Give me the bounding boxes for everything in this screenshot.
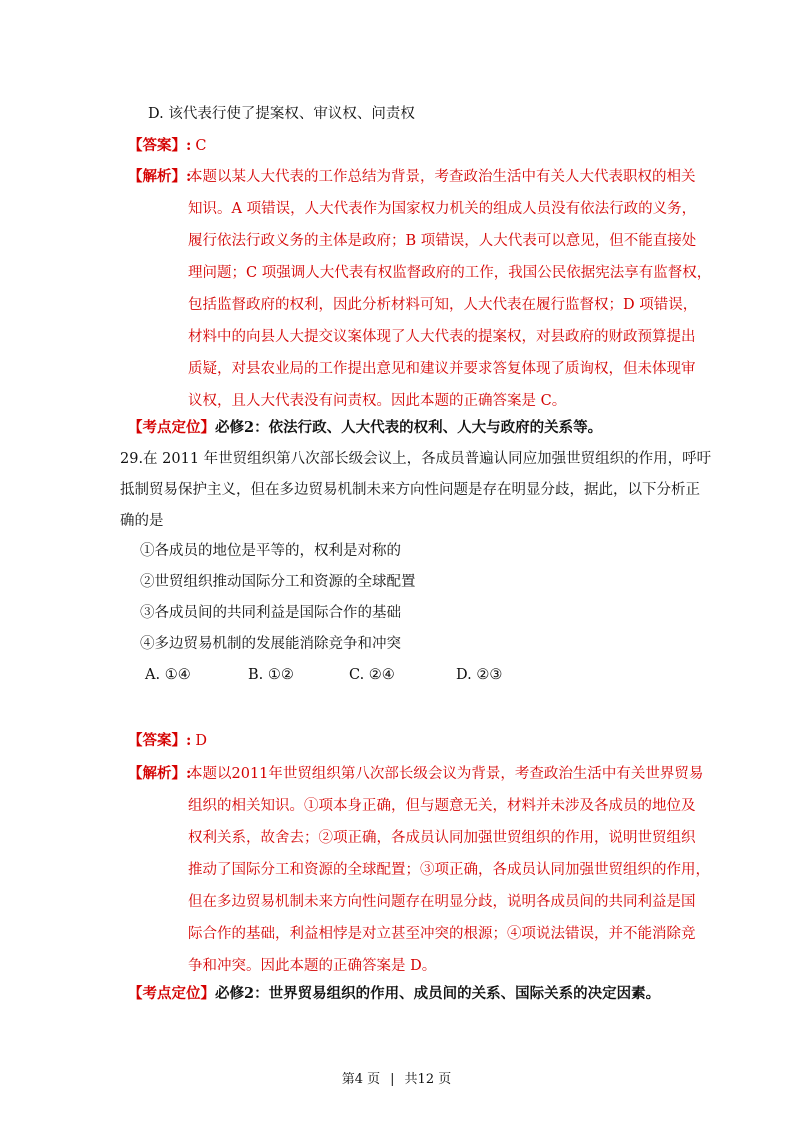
q29-answer-row [128, 731, 207, 751]
q28-analysis-line: 知识。A 项错误，人大代表作为国家权力机关的组成人员没有依法行政的义务， [188, 201, 697, 217]
q29-analysis-line: 争和冲突。因此本题的正确答案是 D。 [188, 958, 437, 974]
q29-analysis-line: 推动了国际分工和资源的全球配置；③项正确，各成员认同加强世贸组织的作用， [188, 862, 710, 878]
q28-kaodian-text: 必修2：依法行政、人大代表的权利、人大与政府的关系等。 [215, 419, 603, 436]
q29-statement: ③各成员间的共同利益是国际合作的基础 [140, 605, 401, 621]
q29-kaodian-text: 必修2：世界贸易组织的作用、成员间的关系、国际关系的决定因素。 [215, 985, 661, 1002]
page-number: 第4 页 [341, 1072, 381, 1087]
q28-analysis-tag: 【解析】: [128, 168, 192, 185]
q29-statement: ②世贸组织推动国际分工和资源的全球配置 [140, 574, 416, 590]
q29-analysis-line: 际合作的基础，利益相悖是对立甚至冲突的根源；④项说法错误，并不能消除竞 [188, 926, 696, 942]
q29-kaodian-row [128, 984, 660, 1004]
q28-analysis-line: 理问题；C 项强调人大代表有权监督政府的工作，我国公民依据宪法享有监督权， [188, 265, 712, 281]
q29-stem-line: 抵制贸易保护主义，但在多边贸易机制未来方向性问题是存在明显分歧，据此，以下分析正 [120, 482, 700, 498]
q29-kaodian-tag: 【考点定位】 [128, 985, 215, 1002]
q28-analysis-line: 质疑，对县农业局的工作提出意见和建议并要求答复体现了质询权，但未体现审 [188, 361, 696, 377]
q29-analysis-line: 权利关系，故舍去；②项正确，各成员认同加强世贸组织的作用，说明世贸组织 [188, 830, 696, 846]
q28-answer-row [128, 136, 206, 156]
q29-answer-tag: 【答案】: [128, 732, 192, 749]
q28-analysis-line: 本题以某人大代表的工作总结为背景，考查政治生活中有关人大代表职权的相关 [188, 169, 696, 185]
page-total: 共12 页 [404, 1072, 452, 1087]
q29-option-b: B. ①② [248, 667, 294, 683]
page-footer [0, 1068, 793, 1087]
q29-option-d: D. ②③ [456, 667, 503, 683]
q29-stem-line: 29.在 2011 年世贸组织第八次部长级会议上，各成员普遍认同应加强世贸组织的作用，呼吁 [120, 451, 712, 467]
q28-kaodian-tag: 【考点定位】 [128, 419, 215, 436]
footer-separator: | [390, 1072, 395, 1087]
q28-option-d: D. 该代表行使了提案权、审议权、问责权 [148, 106, 415, 122]
q28-kaodian-row [128, 418, 602, 438]
q28-analysis-line: 议权，且人大代表没有问责权。因此本题的正确答案是 C。 [188, 393, 567, 409]
q29-statement: ④多边贸易机制的发展能消除竞争和冲突 [140, 636, 401, 652]
q29-analysis-line: 本题以2011年世贸组织第八次部长级会议为背景，考查政治生活中有关世界贸易 [188, 766, 704, 782]
q28-answer-tag: 【答案】: [128, 137, 192, 154]
q29-stem-line: 确的是 [120, 513, 164, 529]
q29-analysis-tag: 【解析】: [128, 765, 192, 782]
q28-analysis-line: 履行依法行政义务的主体是政府；B 项错误，人大代表可以意见，但不能直接处 [188, 233, 697, 249]
q28-answer-value: C [195, 138, 207, 154]
q29-option-c: C. ②④ [349, 667, 395, 683]
q28-analysis-line: 包括监督政府的权利，因此分析材料可知，人大代表在履行监督权；D 项错误， [188, 297, 698, 313]
q29-analysis-line: 但在多边贸易机制未来方向性问题存在明显分歧，说明各成员间的共同利益是国 [188, 894, 696, 910]
q29-option-a: A. ①④ [145, 667, 191, 683]
q28-analysis-line: 材料中的向县人大提交议案体现了人大代表的提案权，对县政府的财政预算提出 [188, 329, 696, 345]
q29-statement: ①各成员的地位是平等的，权利是对称的 [140, 543, 401, 559]
q29-answer-value: D [195, 733, 207, 749]
q29-analysis-line: 组织的相关知识。①项本身正确，但与题意无关，材料并未涉及各成员的地位及 [188, 798, 696, 814]
